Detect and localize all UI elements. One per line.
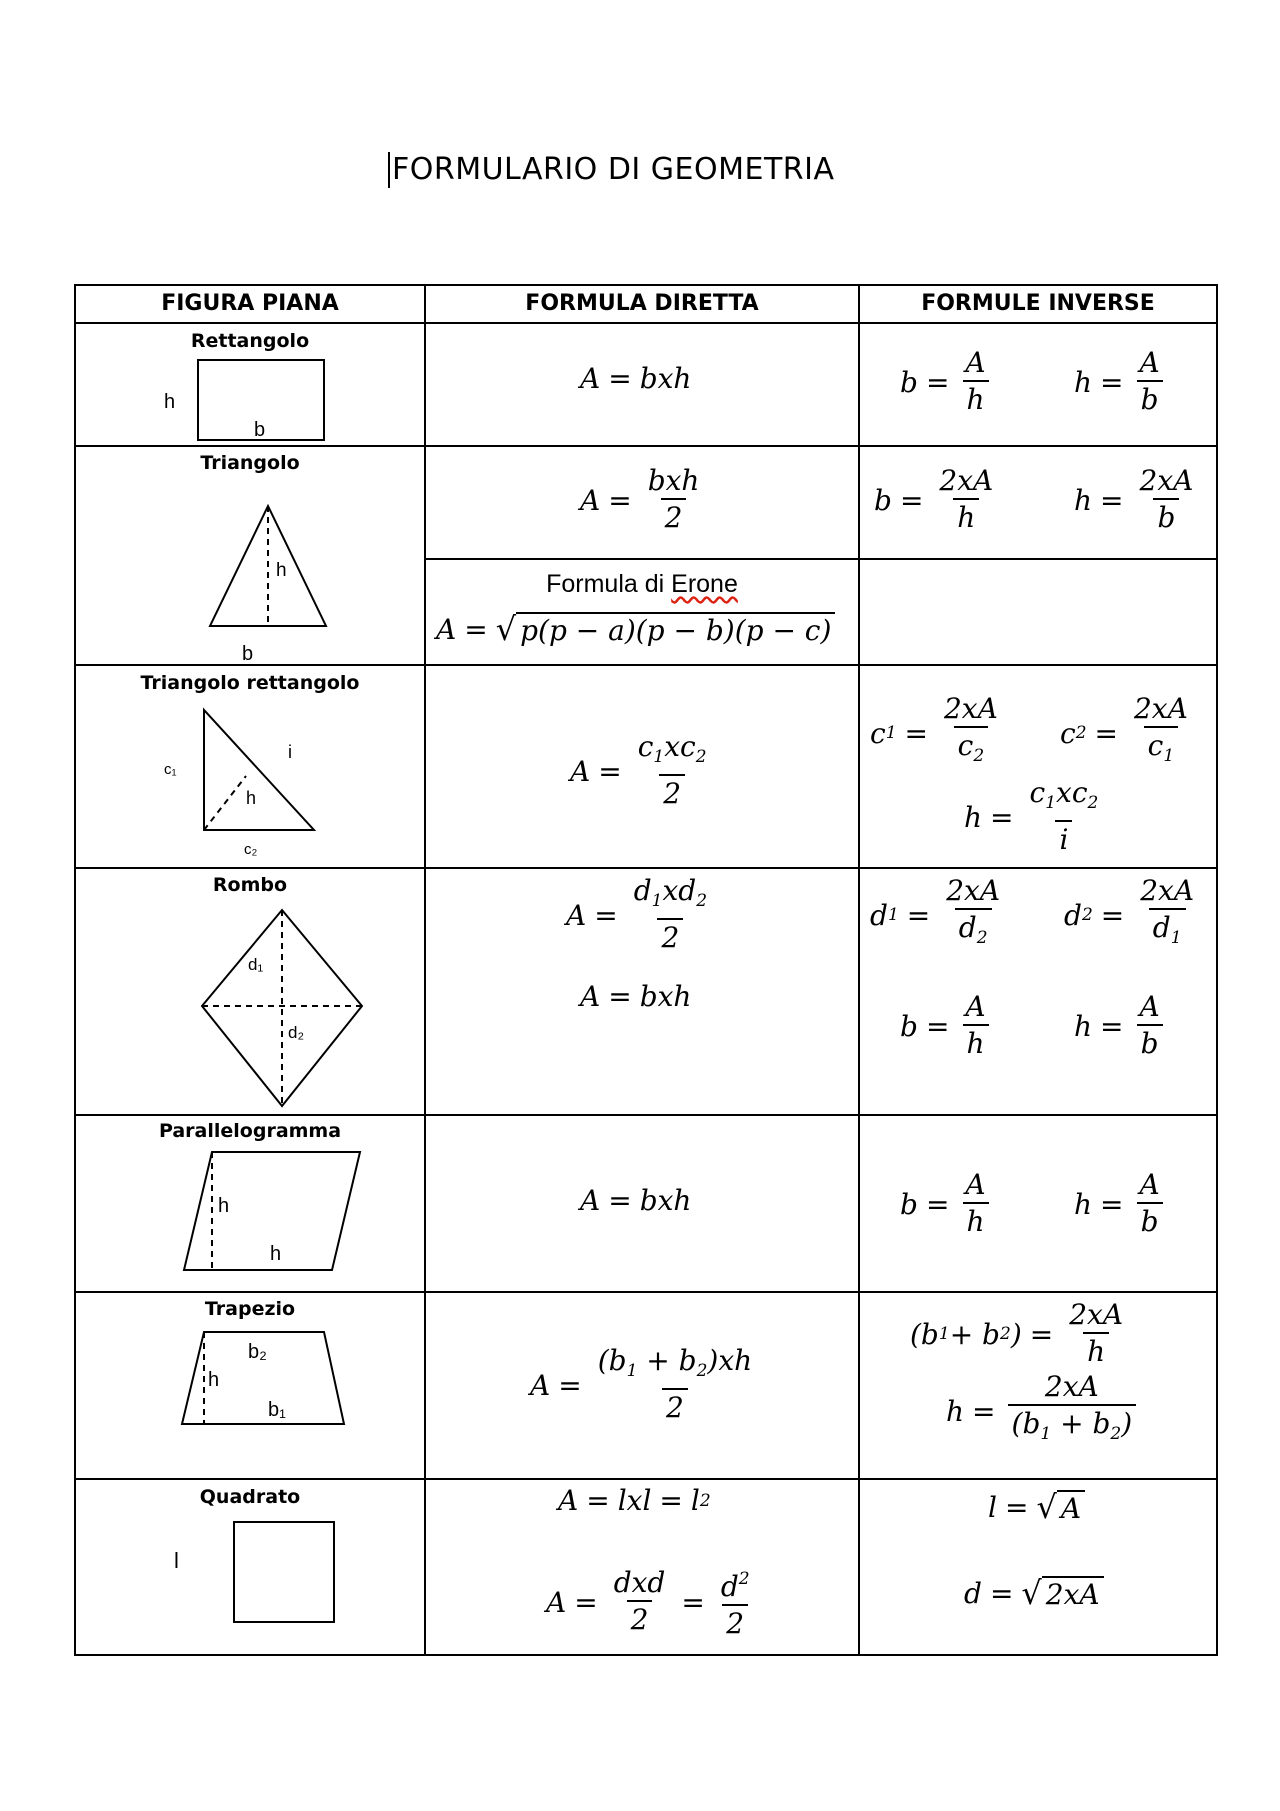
- inverse-h-rettangolo: h = $\frac{A}{b}$: [1074, 346, 1168, 418]
- formula-area-parallelogramma: A = bxh: [580, 1184, 692, 1217]
- inverse-h-parallelogramma: h = $\frac{A}{b}$: [1074, 1168, 1168, 1240]
- quadrato-figure: [170, 1518, 390, 1648]
- column-divider: [858, 284, 860, 1656]
- b1-label: b₁: [268, 1399, 286, 1421]
- formula-area-triangolo: A = $\frac{\text{bxh}}{2}$: [580, 464, 700, 534]
- c2-label: c₂: [244, 841, 258, 858]
- inverse-c1: c 1 = $\frac{2xA}{c_2}$: [870, 692, 1006, 774]
- parallelogramma-h-label: h: [218, 1195, 230, 1217]
- formula-area-rombo-bxh: A = bxh: [580, 980, 692, 1013]
- trapezio-figure: [174, 1328, 374, 1468]
- erone-label: Formula di Erone: [546, 570, 738, 598]
- inverse-h-rombo: h = $\frac{A}{b}$: [1074, 990, 1168, 1062]
- formula-area-trapezio: A = $\frac{(b_1 + b_2)xh}{2}$: [530, 1344, 753, 1424]
- row-divider: [74, 867, 1218, 869]
- row-divider: [74, 445, 1218, 447]
- erone-word: Erone: [671, 570, 738, 598]
- inverse-d1: d 1 = $\frac{2xA}{d_2}$: [870, 874, 1008, 956]
- parallelogramma-figure: [174, 1148, 374, 1288]
- inverse-b-parallelogramma: b = $\frac{A}{h}$: [900, 1168, 994, 1240]
- inverse-h-triangolo-rettangolo: h = $\frac{c_1xc_2}{i}$: [964, 776, 1099, 856]
- d2-label: d₂: [288, 1023, 305, 1042]
- rettangolo-b-label: b: [254, 419, 266, 441]
- row-divider: [74, 1291, 1218, 1293]
- right-triangle-h-label: h: [246, 788, 257, 808]
- inverse-b-triangolo: b = $\frac{2xA}{h}$: [874, 464, 994, 534]
- column-divider: [424, 284, 426, 1656]
- formula-area-rettangolo: A = bxh: [580, 362, 692, 395]
- header-figura-piana: FIGURA PIANA: [161, 291, 339, 316]
- page-title: FORMULARIO DI GEOMETRIA: [388, 152, 835, 188]
- rombo-figure: [194, 906, 374, 1112]
- inverse-h-trapezio: h = $\frac{2xA}{(b_1 + b_2)}$: [946, 1370, 1140, 1452]
- triangolo-rettangolo-figure: [164, 704, 424, 864]
- triangolo-h-label: h: [276, 560, 287, 581]
- row-divider: [74, 664, 1218, 666]
- inverse-b-rettangolo: b = $\frac{A}{h}$: [900, 346, 994, 418]
- formula-area-quadrato-lato: A = lxl = l 2: [558, 1484, 711, 1517]
- trapezio-h-label: h: [208, 1369, 220, 1391]
- formula-erone: A = √ p(p − a)(p − b)(p − c): [436, 610, 835, 648]
- table-border-bottom: [74, 1654, 1218, 1656]
- d1-label: d₁: [248, 955, 264, 974]
- formula-area-rombo-diagonali: A = $\frac{d_1xd_2}{2}$: [566, 874, 708, 954]
- table-border-right: [1216, 284, 1218, 1656]
- c1-label: c₁: [164, 761, 177, 778]
- shape-label-triangolo-rettangolo: Triangolo rettangolo: [140, 672, 360, 694]
- table-border-left: [74, 284, 76, 1656]
- rettangolo-h-label: h: [164, 391, 176, 413]
- right-triangle-shape: [204, 710, 314, 830]
- header-formule-inverse: FORMULE INVERSE: [921, 291, 1155, 316]
- triangolo-b-label: b: [242, 643, 254, 664]
- row-divider: [74, 1478, 1218, 1480]
- row-divider: [424, 558, 1218, 560]
- shape-label-parallelogramma: Parallelogramma: [158, 1120, 342, 1142]
- inverse-c2: c 2 = $\frac{2xA}{c_1}$: [1060, 692, 1196, 774]
- inverse-lato-quadrato: l = √ A: [988, 1488, 1085, 1526]
- inverse-h-triangolo: h = $\frac{2xA}{b}$: [1074, 464, 1194, 534]
- inverse-somma-basi: (b 1 + b 2 ) = $\frac{2xA}{h}$: [910, 1298, 1124, 1368]
- inverse-d2: d 2 = $\frac{2xA}{d_1}$: [1064, 874, 1202, 956]
- square-shape: [234, 1522, 334, 1622]
- shape-label-rombo: Rombo: [212, 874, 288, 896]
- row-divider: [74, 1114, 1218, 1116]
- b2-label: b₂: [248, 1341, 267, 1363]
- triangolo-figure: [194, 502, 354, 664]
- quadrato-l-label: l: [174, 1548, 179, 1573]
- formula-area-quadrato-diagonale: A = $\frac{\text{dxd}}{2}$ = $\frac{d^2}{2}$: [546, 1566, 750, 1640]
- shape-label-trapezio: Trapezio: [204, 1298, 296, 1320]
- hypotenuse-label: i: [288, 742, 292, 762]
- shape-label-quadrato: Quadrato: [199, 1486, 301, 1508]
- shape-label-rettangolo: Rettangolo: [190, 330, 310, 352]
- inverse-diagonale-quadrato: d = √ 2xA: [964, 1574, 1104, 1612]
- right-triangle-height-line: [204, 776, 246, 830]
- parallelogramma-base-label: h: [270, 1243, 282, 1265]
- formula-table: [74, 284, 1218, 1656]
- header-formula-diretta: FORMULA DIRETTA: [525, 291, 759, 316]
- inverse-b-rombo: b = $\frac{A}{h}$: [900, 990, 994, 1062]
- rettangolo-figure: [154, 358, 354, 444]
- formula-area-triangolo-rettangolo: A = $\frac{c_1xc_2}{2}$: [570, 730, 707, 810]
- shape-label-triangolo: Triangolo: [200, 452, 300, 474]
